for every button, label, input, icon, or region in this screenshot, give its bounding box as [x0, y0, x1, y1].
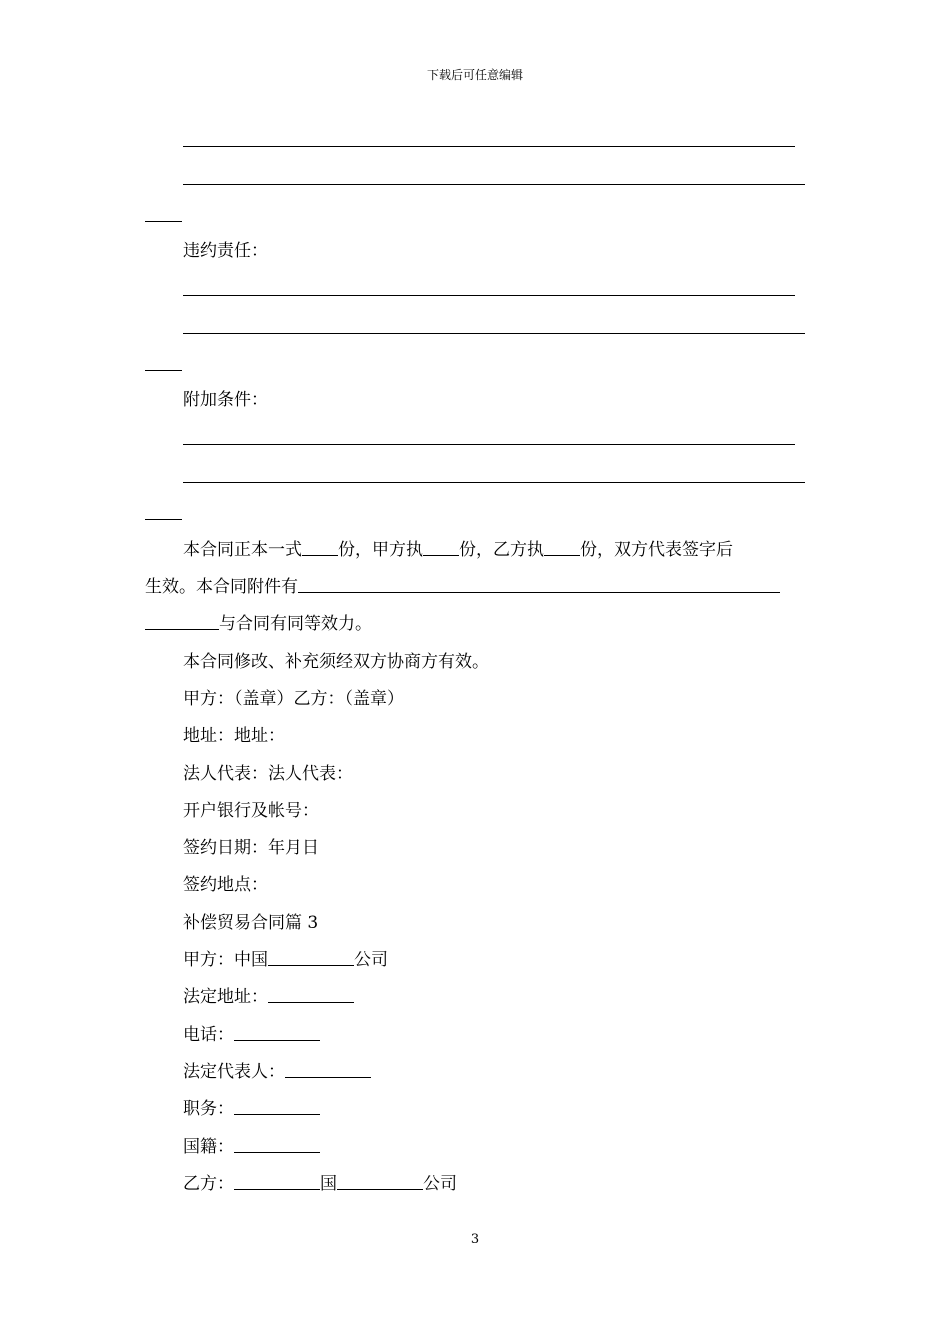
modify-clause: 本合同修改、补充须经双方协商方有效。: [183, 652, 489, 672]
phone-blank[interactable]: [234, 1040, 320, 1041]
legal-address-label: 法定地址：: [183, 987, 268, 1007]
copies-text-1: 本合同正本一式: [183, 540, 302, 560]
nationality-blank[interactable]: [234, 1152, 320, 1153]
blank-rule: [183, 146, 795, 147]
blank-rule: [183, 482, 805, 483]
party-b-label: 乙方：: [183, 1174, 234, 1194]
blank-rule: [183, 295, 795, 296]
legal-address-line: [183, 986, 354, 1008]
legal-rep-line: 法人代表：法人代表：: [183, 764, 353, 784]
party-a-label: 甲方：中国: [183, 950, 268, 970]
party-a-line: [183, 949, 388, 971]
party-b-country-suffix: 国: [320, 1174, 337, 1194]
legal-representative-line: [183, 1061, 371, 1083]
party-b-line: [183, 1173, 457, 1195]
copies-text-6: 与合同有同等效力。: [219, 614, 372, 634]
party-b-country-blank[interactable]: [234, 1189, 320, 1190]
blank-rule: [145, 519, 182, 520]
nationality-line: [183, 1136, 320, 1158]
section-breach-heading: 违约责任：: [183, 241, 268, 261]
page-header: 下载后可任意编辑: [426, 68, 523, 82]
copies-blank[interactable]: [302, 555, 338, 556]
party-a-blank[interactable]: [268, 965, 354, 966]
blank-rule: [183, 333, 805, 334]
blank-rule: [183, 444, 795, 445]
legal-address-blank[interactable]: [268, 1002, 354, 1003]
attachment-blank[interactable]: [298, 592, 780, 593]
blank-rule: [183, 184, 805, 185]
phone-line: [183, 1024, 320, 1046]
sign-place-line: 签约地点：: [183, 875, 268, 895]
blank-rule: [145, 221, 182, 222]
bank-line: 开户银行及帐号：: [183, 801, 319, 821]
position-line: [183, 1098, 320, 1120]
nationality-label: 国籍：: [183, 1137, 234, 1157]
copies-line-1: [183, 539, 733, 561]
legal-representative-blank[interactable]: [285, 1077, 371, 1078]
page-number: 3: [470, 1232, 480, 1247]
sign-date-line: 签约日期：年月日: [183, 838, 319, 858]
blank-rule: [145, 370, 182, 371]
copies-blank[interactable]: [544, 555, 580, 556]
copies-text-2: 份，甲方执: [338, 540, 423, 560]
phone-label: 电话：: [183, 1025, 234, 1045]
copies-text-3: 份，乙方执: [459, 540, 544, 560]
copies-line-3: [145, 613, 372, 635]
copies-text-5: 生效。本合同附件有: [145, 577, 298, 597]
position-label: 职务：: [183, 1099, 234, 1119]
attachment-blank[interactable]: [145, 629, 219, 630]
party-a-suffix: 公司: [354, 950, 388, 970]
party-b-company-blank[interactable]: [337, 1189, 423, 1190]
legal-representative-label: 法定代表人：: [183, 1062, 285, 1082]
copies-blank[interactable]: [423, 555, 459, 556]
party-stamp-line: 甲方：（盖章）乙方：（盖章）: [183, 689, 404, 709]
address-line: 地址：地址：: [183, 726, 285, 746]
section-additional-heading: 附加条件：: [183, 390, 268, 410]
party-b-suffix: 公司: [423, 1174, 457, 1194]
copies-line-2: [145, 576, 780, 598]
copies-text-4: 份，双方代表签字后: [580, 540, 733, 560]
section-title: 补偿贸易合同篇 3: [183, 913, 319, 933]
position-blank[interactable]: [234, 1114, 320, 1115]
